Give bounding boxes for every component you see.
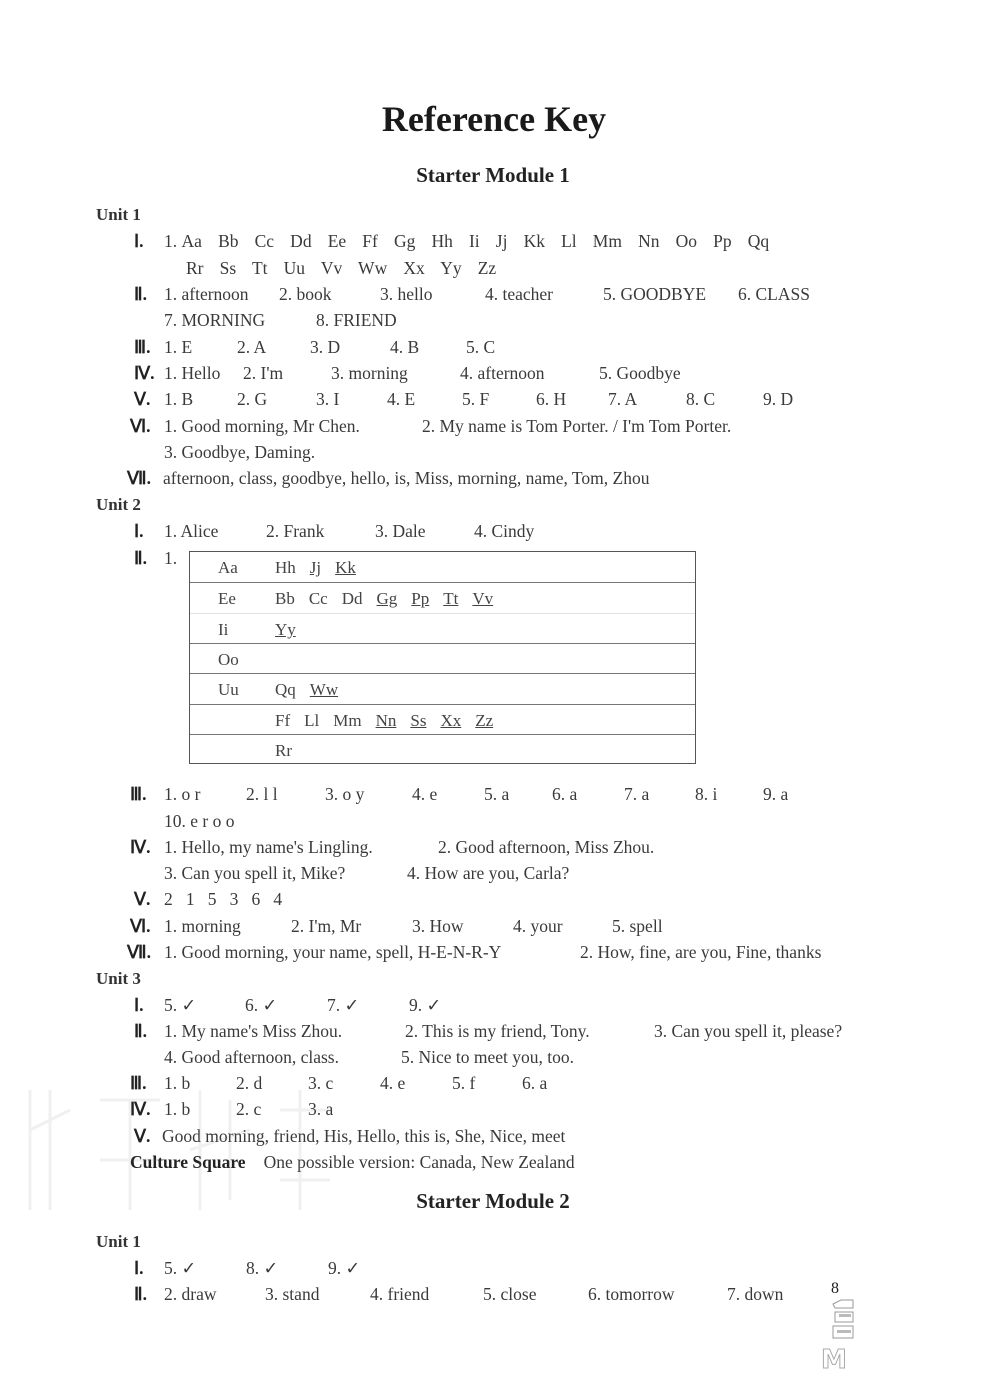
answer-item: 6. a (522, 1073, 548, 1093)
answer-text: afternoon, class, goodbye, hello, is, Miss, morning, name, Tom, Zhou (163, 468, 650, 488)
section-number: Ⅰ. (134, 521, 144, 541)
answer-item: 1. E (164, 337, 193, 357)
letter: Ss (410, 711, 427, 730)
answer-item: 3. hello (380, 284, 433, 304)
answer-item: 5. f (452, 1073, 476, 1093)
table-row (190, 734, 695, 765)
section-number: Ⅱ. (134, 1021, 147, 1041)
section-number: Ⅰ. (134, 1258, 144, 1278)
letter: Pp (411, 589, 430, 608)
letter: Tt (443, 589, 459, 608)
answer-item: 6. a (552, 784, 578, 804)
unit-heading: Unit 2 (96, 495, 141, 514)
answer-item: 10. e r o o (164, 811, 235, 831)
answer-label: 1. (164, 548, 178, 568)
answer-item: 5. ✓ (164, 995, 197, 1015)
letter: Yy (275, 620, 296, 639)
answer-item: 2. Good afternoon, Miss Zhou. (438, 837, 655, 857)
answer-text: 2 1 5 3 6 4 (164, 889, 283, 909)
unit-heading: Unit 1 (96, 1232, 141, 1251)
answer-item: 9. ✓ (328, 1258, 361, 1278)
answer-line (164, 1047, 574, 1068)
answer-item: 2. I'm, Mr (291, 916, 362, 936)
letter: Xx (440, 711, 462, 730)
module-heading: Starter Module 2 (416, 1189, 570, 1213)
section-number: Ⅳ. (130, 837, 151, 857)
answer-line (130, 837, 654, 858)
table-row (190, 643, 695, 674)
answer-item: 4. How are you, Carla? (407, 863, 570, 883)
answer-line (186, 258, 496, 279)
table-row (190, 673, 695, 704)
answer-item: 2. l l (246, 784, 278, 804)
culture-square-label: Culture Square (130, 1152, 246, 1172)
unit-heading: Unit 1 (96, 205, 141, 224)
table-row (190, 582, 695, 613)
answer-item: 3. I (316, 389, 340, 409)
answer-item: 4. afternoon (460, 363, 545, 383)
letter: Hh (275, 558, 296, 577)
answer-line (134, 337, 495, 358)
answer-item: 4. teacher (485, 284, 554, 304)
answer-item: 5. GOODBYE (603, 284, 707, 304)
answer-item: 1. Good morning, Mr Chen. (164, 416, 360, 436)
section-number: Ⅳ. (134, 363, 155, 383)
answer-item: 2. Frank (266, 521, 325, 541)
section-number: Ⅱ. (134, 1284, 147, 1304)
table-key-cell: Ee (218, 589, 236, 608)
answer-item: 2. How, fine, are you, Fine, thanks (580, 942, 822, 962)
section-number: Ⅵ. (130, 916, 151, 936)
answer-item: 2. d (236, 1073, 263, 1093)
letter: Ff (275, 711, 291, 730)
watermark (10, 1070, 340, 1220)
answer-item: 2. I'm (243, 363, 284, 383)
answer-item: 3. stand (265, 1284, 320, 1304)
answer-item: 3. Can you spell it, Mike? (164, 863, 346, 883)
answer-text: Rr Ss Tt Uu Vv Ww Xx Yy Zz (186, 258, 497, 278)
answer-item: 8. i (695, 784, 718, 804)
answer-item: 1. Hello, my name's Lingling. (164, 837, 373, 857)
answer-line (134, 284, 810, 305)
answer-item: 3. morning (331, 363, 408, 383)
section-number: Ⅱ. (134, 284, 147, 304)
section-number: Ⅶ. (127, 468, 151, 488)
answer-item: 4. E (387, 389, 416, 409)
answer-item: 4. your (513, 916, 563, 936)
answer-line (134, 995, 441, 1016)
table-key-cell: Aa (218, 558, 238, 577)
answer-line (130, 784, 788, 805)
section-number: Ⅴ. (134, 889, 151, 909)
letter: Bb (275, 589, 295, 608)
answer-item: 2. book (279, 284, 332, 304)
answer-item: 6. CLASS (738, 284, 810, 304)
answer-item: 7. MORNING (164, 310, 266, 330)
letter: Zz (475, 711, 494, 730)
answer-item: 2. A (237, 337, 267, 357)
answer-item: 1. morning (164, 916, 241, 936)
answer-item: 1. Hello (164, 363, 221, 383)
table-letters (275, 589, 507, 609)
letter: Qq (275, 680, 296, 699)
answer-item: 4. Good afternoon, class. (164, 1047, 339, 1067)
answer-item: 4. e (380, 1073, 406, 1093)
section-number: Ⅲ. (134, 337, 151, 357)
answer-line (134, 1021, 842, 1042)
table-row (190, 613, 695, 644)
section-number: Ⅳ. (130, 1099, 151, 1119)
answer-line (164, 863, 569, 884)
table-letters (275, 620, 310, 640)
answer-item: 5. Nice to meet you, too. (401, 1047, 575, 1067)
answer-line (134, 521, 534, 542)
answer-item: 9. ✓ (409, 995, 442, 1015)
answer-item: 5. Goodbye (599, 363, 681, 383)
answer-item: 3. Dale (375, 521, 426, 541)
letter: Nn (375, 711, 397, 730)
letter: Gg (376, 589, 398, 608)
answer-text: Good morning, friend, His, Hello, this is, She, Nice, meet (162, 1126, 566, 1146)
answer-item: 1. b (164, 1099, 191, 1119)
answer-item: 3. How (412, 916, 464, 936)
answer-line (164, 811, 234, 832)
answer-text: 1. Aa Bb Cc Dd Ee Ff Gg Hh Ii Jj Kk Ll Mm Nn Oo Pp Qq (164, 231, 770, 251)
answer-item: 9. D (763, 389, 794, 409)
answer-item: 3. o y (325, 784, 365, 804)
answer-line (130, 916, 663, 937)
table-row (190, 704, 695, 735)
answer-item: 1. b (164, 1073, 191, 1093)
answer-line (164, 442, 315, 463)
answer-item: 1. Alice (164, 521, 219, 541)
answer-item: 9. a (763, 784, 789, 804)
section-number: Ⅲ. (130, 1073, 147, 1093)
letter: Ww (309, 680, 339, 699)
letter: Mm (333, 711, 362, 730)
answer-item: 1. My name's Miss Zhou. (164, 1021, 343, 1041)
section-number: Ⅴ. (134, 389, 151, 409)
answer-item: 6. H (536, 389, 567, 409)
section-number: Ⅶ. (127, 942, 151, 962)
answer-item: 1. o r (164, 784, 201, 804)
answer-item: 3. Goodbye, Daming. (164, 442, 316, 462)
letter-sound-table (189, 551, 696, 764)
page-number-badge (829, 1280, 857, 1342)
answer-item: 4. B (390, 337, 420, 357)
answer-item: 2. c (236, 1099, 262, 1119)
answer-line (134, 548, 177, 569)
module-heading: Starter Module 1 (416, 163, 570, 187)
side-logo: M (821, 1345, 847, 1375)
answer-item: 2. My name is Tom Porter. / I'm Tom Porter. (422, 416, 732, 436)
answer-item: 5. a (484, 784, 510, 804)
answer-item: 8. FRIEND (316, 310, 397, 330)
answer-line (130, 416, 731, 437)
answer-item: 4. friend (370, 1284, 430, 1304)
answer-item: 7. ✓ (327, 995, 360, 1015)
answer-item: 2. draw (164, 1284, 217, 1304)
answer-item: 1. B (164, 389, 194, 409)
answer-line (134, 231, 769, 252)
answer-line (134, 889, 282, 910)
answer-item: 2. G (237, 389, 268, 409)
answer-item: 4. e (412, 784, 438, 804)
book-stack-icon (829, 1298, 857, 1348)
culture-square-text: One possible version: Canada, New Zealand (263, 1152, 575, 1172)
answer-item: 3. D (310, 337, 341, 357)
section-number: Ⅵ. (130, 416, 151, 436)
letter: Cc (308, 589, 328, 608)
answer-line (134, 389, 793, 410)
answer-item: 2. This is my friend, Tony. (405, 1021, 590, 1041)
table-key-cell: Oo (218, 650, 239, 669)
answer-item: 5. close (483, 1284, 537, 1304)
section-number: Ⅱ. (134, 548, 147, 568)
table-letters (275, 558, 370, 578)
answer-item: 5. F (462, 389, 490, 409)
answer-item: 5. ✓ (164, 1258, 197, 1278)
answer-item: 3. c (308, 1073, 334, 1093)
answer-line (127, 942, 821, 963)
answer-item: 7. a (624, 784, 650, 804)
section-number: Ⅰ. (134, 231, 144, 251)
answer-item: 3. Can you spell it, please? (654, 1021, 843, 1041)
unit-heading: Unit 3 (96, 969, 141, 988)
section-number: Ⅴ. (134, 1126, 151, 1146)
answer-item: 3. a (308, 1099, 334, 1119)
letter: Vv (472, 589, 494, 608)
answer-item: 5. spell (612, 916, 663, 936)
answer-line (164, 310, 397, 331)
answer-item: 6. tomorrow (588, 1284, 675, 1304)
table-key-cell: Uu (218, 680, 239, 699)
answer-item: 1. afternoon (164, 284, 249, 304)
answer-item: 1. Good morning, your name, spell, H-E-N-R-Y (164, 942, 502, 962)
answer-item: 7. down (727, 1284, 784, 1304)
table-row (190, 552, 695, 582)
table-letters (275, 741, 306, 761)
answer-item: 4. Cindy (474, 521, 535, 541)
answer-item: 7. A (608, 389, 638, 409)
answer-item: 8. C (686, 389, 716, 409)
answer-line (134, 1284, 783, 1305)
section-number: Ⅰ. (134, 995, 144, 1015)
letter: Jj (309, 558, 322, 577)
answer-line (134, 363, 681, 384)
section-number: Ⅲ. (130, 784, 147, 804)
table-letters (275, 680, 352, 700)
answer-item: 5. C (466, 337, 496, 357)
page-title: Reference Key (381, 99, 607, 139)
letter: Dd (341, 589, 363, 608)
letter: Rr (275, 741, 292, 760)
answer-item: 8. ✓ (246, 1258, 279, 1278)
page-number: 8 (831, 1280, 839, 1297)
table-letters (275, 711, 507, 731)
answer-item: 6. ✓ (245, 995, 278, 1015)
answer-line (127, 468, 649, 489)
letter: Ll (304, 711, 320, 730)
letter: Kk (335, 558, 356, 577)
table-key-cell: Ii (218, 620, 229, 639)
answer-line (134, 1258, 360, 1279)
